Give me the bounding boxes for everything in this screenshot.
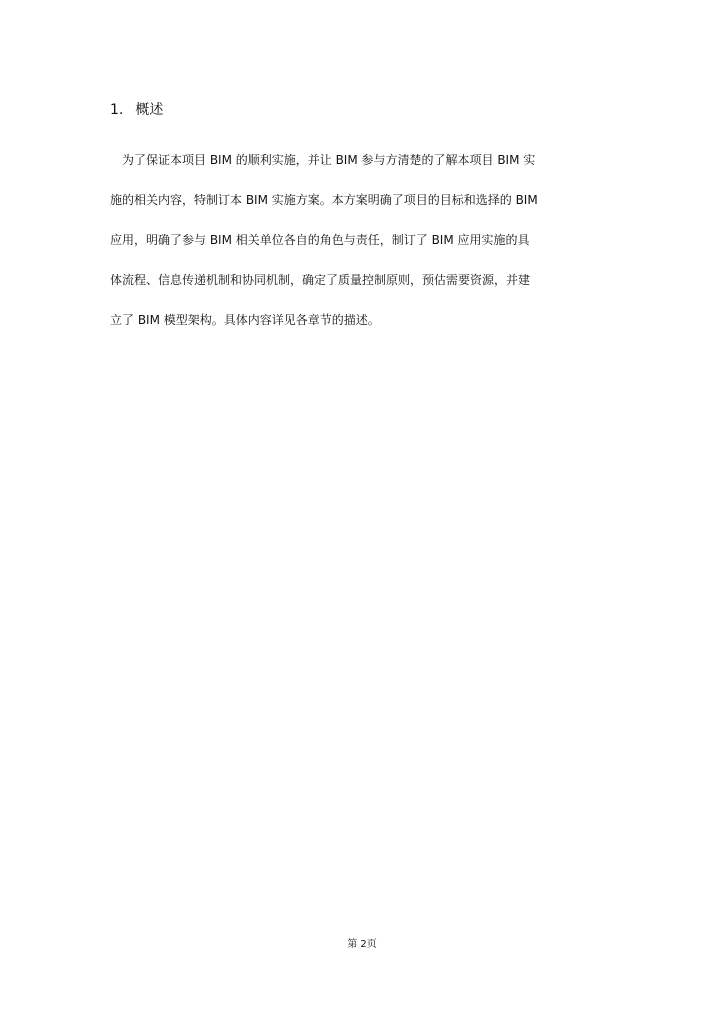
paragraph-line: 立了 BIM 模型架构。具体内容详见各章节的描述。 — [110, 313, 380, 327]
paragraph-line: 体流程、信息传递机制和协同机制，确定了质量控制原则，预估需要资源，并建 — [110, 273, 531, 287]
paragraph-line: 为了保证本项目 BIM 的顺利实施，并让 BIM 参与方清楚的了解本项目 BIM 实 — [122, 153, 536, 167]
page-number: 第 2页 — [347, 939, 377, 950]
section-heading — [110, 100, 163, 120]
section-number: 1. — [110, 102, 124, 118]
body-paragraph — [110, 150, 620, 350]
paragraph-line: 施的相关内容，特制订本 BIM 实施方案。本方案明确了项目的目标和选择的 BIM — [110, 193, 538, 207]
section-title: 概述 — [135, 102, 164, 118]
paragraph-line: 应用，明确了参与 BIM 相关单位各自的角色与责任，制订了 BIM 应用实施的具 — [110, 233, 530, 247]
